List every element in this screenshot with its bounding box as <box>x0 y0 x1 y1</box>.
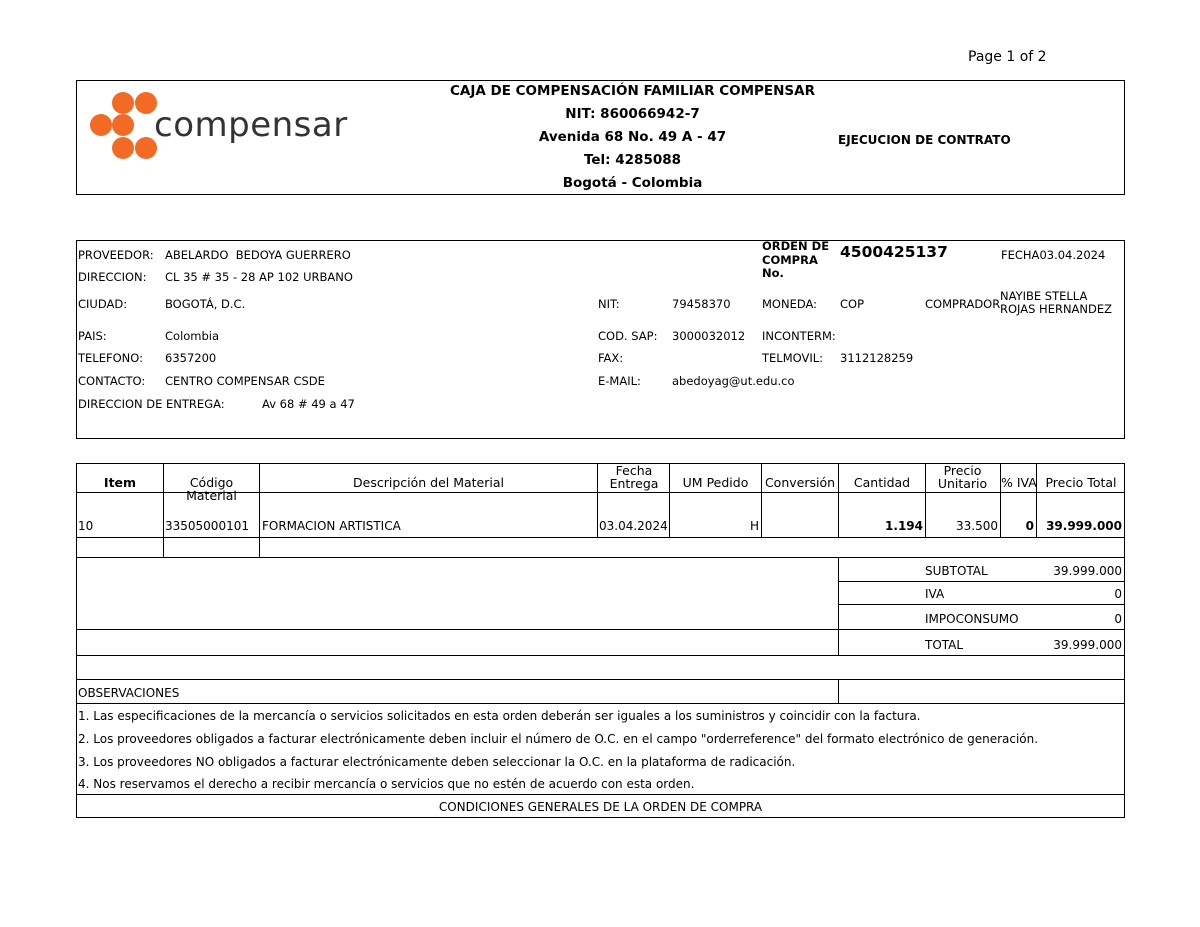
fecha-value: 03.04.2024 <box>1039 248 1106 262</box>
fax-label: FAX: <box>598 351 624 365</box>
cod-sap-value: 3000032012 <box>672 329 746 343</box>
email-value: abedoyag@ut.edu.co <box>672 374 795 388</box>
nit-value: 79458370 <box>672 297 731 311</box>
cell-iva: 0 <box>1025 519 1034 533</box>
company-nit: NIT: 860066942-7 <box>565 106 700 122</box>
cell-cantidad: 1.194 <box>885 519 923 533</box>
orden-label: ORDEN DE COMPRA No. <box>762 239 830 280</box>
pais-value: Colombia <box>165 329 220 343</box>
cell-codigo: 33505000101 <box>165 519 249 533</box>
orden-number: 4500425137 <box>840 243 948 261</box>
total-value: 39.999.000 <box>1053 638 1122 652</box>
col-header-item: Item <box>103 475 137 490</box>
observations-title: OBSERVACIONES <box>78 686 180 700</box>
comprador-label: COMPRADOR <box>925 297 1001 311</box>
observation-item: 1. Las especificaciones de la mercancía o servicios solicitados en esta orden deberán ser iguales a los suministros y coincidir con la factura. <box>78 709 921 723</box>
total-label: TOTAL <box>925 638 964 652</box>
company-name: CAJA DE COMPENSACIÓN FAMILIAR COMPENSAR <box>449 83 815 99</box>
subtotal-value: 39.999.000 <box>1053 564 1122 578</box>
cell-precio-total: 39.999.000 <box>1046 519 1122 533</box>
company-address: Avenida 68 No. 49 A - 47 <box>538 129 727 145</box>
direccion-label: DIRECCION: <box>78 270 147 284</box>
observations-box <box>76 679 1125 818</box>
col-header-iva: % IVA <box>1001 475 1037 490</box>
telefono-value: 6357200 <box>165 351 217 365</box>
contacto-label: CONTACTO: <box>78 374 146 388</box>
iva-value: 0 <box>1114 587 1122 601</box>
entrega-label: DIRECCION DE ENTREGA: <box>78 397 225 411</box>
observation-item: 4. Nos reservamos el derecho a recibir mercancía o servicios que no estén de acuerdo con esta orden. <box>78 777 695 791</box>
ciudad-label: CIUDAD: <box>78 297 128 311</box>
cell-um: H <box>749 519 759 533</box>
logo-text: compensar <box>154 105 348 145</box>
iva-label: IVA <box>925 587 945 601</box>
cell-item: 10 <box>78 519 94 533</box>
impoconsumo-label: IMPOCONSUMO <box>925 612 1019 626</box>
company-phone: Tel: 4285088 <box>583 152 682 168</box>
observation-item: 3. Los proveedores NO obligados a facturar electrónicamente deben seleccionar la O.C. en la plataforma de radicación. <box>78 755 796 769</box>
cell-precio-unitario: 33.500 <box>956 519 998 533</box>
impoconsumo-value: 0 <box>1114 612 1122 626</box>
contacto-value: CENTRO COMPENSAR CSDE <box>165 374 325 388</box>
col-header-fecha: Fecha Entrega <box>609 463 659 491</box>
subtotal-label: SUBTOTAL <box>925 564 988 578</box>
telmovil-value: 3112128259 <box>840 351 914 365</box>
cell-fecha: 03.04.2024 <box>599 519 668 533</box>
moneda-value: COP <box>840 297 865 311</box>
col-header-descripcion: Descripción del Material <box>353 475 504 490</box>
comprador-value: NAYIBE STELLA ROJAS HERNANDEZ <box>1000 289 1113 316</box>
company-city: Bogotá - Colombia <box>562 175 703 191</box>
proveedor-value: ABELARDO BEDOYA GUERRERO <box>165 248 351 262</box>
moneda-label: MONEDA: <box>762 297 818 311</box>
ciudad-value: BOGOTÁ, D.C. <box>165 297 246 311</box>
telmovil-label: TELMOVIL: <box>762 351 824 365</box>
doc-type: EJECUCION DE CONTRATO <box>838 133 1011 147</box>
page-indicator: Page 1 of 2 <box>968 49 1047 65</box>
telefono-label: TELEFONO: <box>78 351 143 365</box>
email-label: E-MAIL: <box>598 374 641 388</box>
col-header-conversion: Conversión <box>764 475 836 490</box>
fecha-label: FECHA <box>1001 248 1040 262</box>
inconterm-label: INCONTERM: <box>762 329 836 343</box>
cod-sap-label: COD. SAP: <box>598 329 658 343</box>
observation-item: 2. Los proveedores obligados a facturar electrónicamente deben incluir el número de O.C. en el campo "orderreference" del formato electrónico de generación. <box>78 732 1039 746</box>
direccion-value: CL 35 # 35 - 28 AP 102 URBANO <box>165 270 353 284</box>
col-header-precio-total: Precio Total <box>1045 475 1117 490</box>
entrega-value: Av 68 # 49 a 47 <box>262 397 355 411</box>
nit-label: NIT: <box>598 297 620 311</box>
conditions-footer: CONDICIONES GENERALES DE LA ORDEN DE COMPRA <box>438 800 763 814</box>
col-header-codigo: Código Material <box>186 475 237 503</box>
col-header-cantidad: Cantidad <box>853 475 911 490</box>
proveedor-label: PROVEEDOR: <box>78 248 154 262</box>
col-header-precio-unitario: Precio Unitario <box>937 463 988 491</box>
col-header-um: UM Pedido <box>682 475 749 490</box>
pais-label: PAIS: <box>78 329 107 343</box>
cell-descripcion: FORMACION ARTISTICA <box>262 519 401 533</box>
